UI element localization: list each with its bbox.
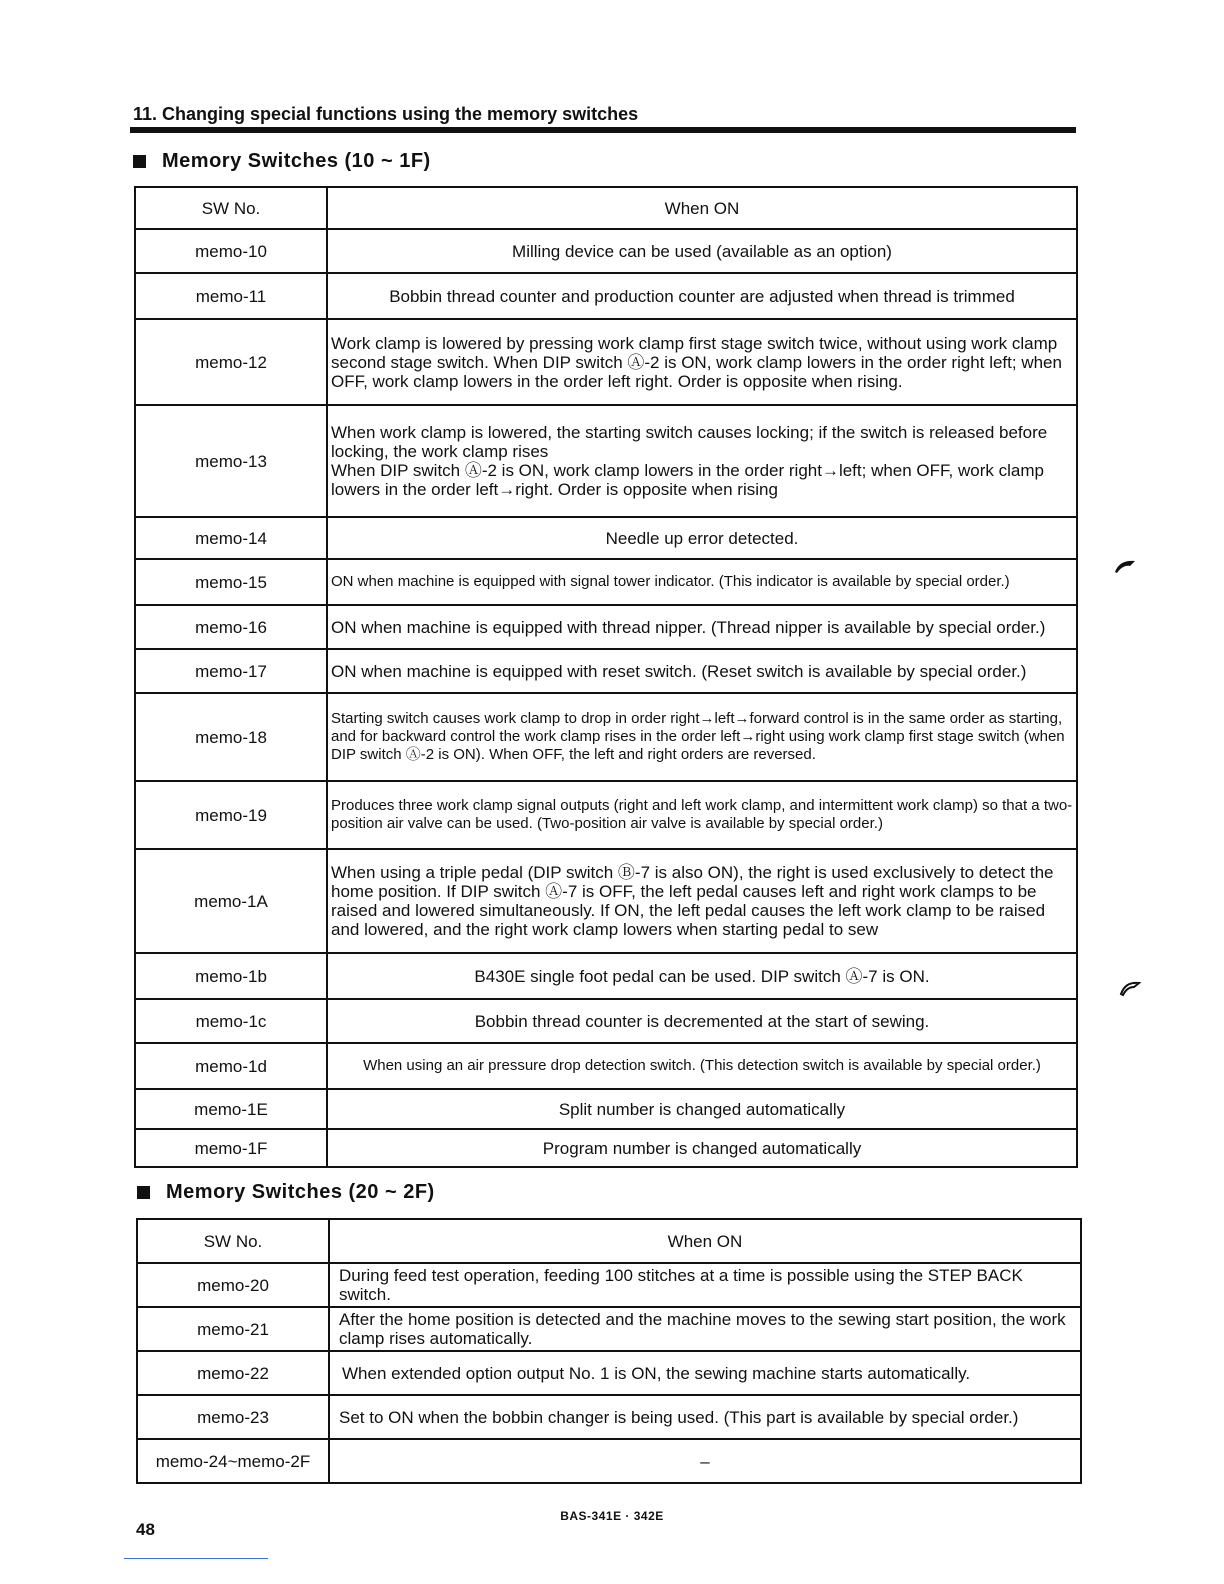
table-row [137,1307,1081,1351]
sw-description: Work clamp is lowered by pressing work clamp first stage switch twice, without using work clamp second stage switch. When DIP switch Ⓐ-2 is ON, work clamp lowers in the order right left; when OFF, work clamp lowers in the order left right. Order is opposite when rising. [327,319,1077,405]
table-row [135,229,1077,273]
sw-description: ON when machine is equipped with signal tower indicator. (This indicator is available by special order.) [327,559,1077,605]
sw-description: After the home position is detected and the machine moves to the sewing start position, the work clamp rises automatically. [329,1307,1081,1351]
sw-number: memo-10 [135,229,327,273]
table-row [137,1439,1081,1483]
bullet-square-icon [133,155,146,168]
sw-number: memo-15 [135,559,327,605]
table-header-row [137,1219,1081,1263]
sw-number: memo-18 [135,693,327,781]
sw-description: During feed test operation, feeding 100 stitches at a time is possible using the STEP BACK switch. [329,1263,1081,1307]
sw-number: memo-12 [135,319,327,405]
section2-title-row [137,1181,435,1204]
table-row [135,517,1077,559]
sw-description: Set to ON when the bobbin changer is being used. (This part is available by special order.) [329,1395,1081,1439]
section1-title-row [133,150,431,173]
sw-number: memo-1F [135,1129,327,1167]
table-row [137,1395,1081,1439]
memory-switch-table-10-1f [134,186,1078,1168]
sw-description: Produces three work clamp signal outputs (right and left work clamp, and intermittent work clamp) so that a two-position air valve can be used. (Two-position air valve is available by special order.) [327,781,1077,849]
sw-description: When work clamp is lowered, the starting switch causes locking; if the switch is released before locking, the work clamp rises When DIP switch Ⓐ-2 is ON, work clamp lowers in the order right→left; when OFF, work clamp lowers in the order left→right. Order is opposite when rising [327,405,1077,517]
sw-description: When extended option output No. 1 is ON, the sewing machine starts automatically. [329,1351,1081,1395]
sw-description: Bobbin thread counter is decremented at the start of sewing. [327,999,1077,1043]
sw-description: B430E single foot pedal can be used. DIP switch Ⓐ-7 is ON. [327,953,1077,999]
sw-description: Milling device can be used (available as an option) [327,229,1077,273]
sw-description: ON when machine is equipped with thread nipper. (Thread nipper is available by special order.) [327,605,1077,649]
pen-mark-icon [1118,978,1142,998]
table-row [135,849,1077,953]
sw-number: memo-1c [135,999,327,1043]
sw-description: Program number is changed automatically [327,1129,1077,1167]
table-row [137,1263,1081,1307]
table-row [135,999,1077,1043]
heading-rule [130,127,1076,133]
table-row [135,1043,1077,1089]
sw-description: Starting switch causes work clamp to drop in order right→left→forward control is in the same order as starting, and for backward control the work clamp rises in the order left→right using work clamp first stage switch (when DIP switch Ⓐ-2 is ON). When OFF, the left and right orders are reversed. [327,693,1077,781]
sw-number: memo-13 [135,405,327,517]
sw-number: memo-21 [137,1307,329,1351]
sw-description: When using an air pressure drop detection switch. (This detection switch is available by special order.) [327,1043,1077,1089]
table-row [135,405,1077,517]
sw-number: memo-19 [135,781,327,849]
table-row [135,1129,1077,1167]
table-row [135,605,1077,649]
sw-description: When using a triple pedal (DIP switch Ⓑ-7 is also ON), the right is used exclusively to detect the home position. If DIP switch Ⓐ-7 is OFF, the left pedal causes left and right work clamps to be raised and lowered simultaneously. If ON, the left pedal causes the left work clamp to be raised and lowered, and the right work clamp lowers when starting pedal to sew [327,849,1077,953]
table-row [137,1351,1081,1395]
sw-number: memo-24~memo-2F [137,1439,329,1483]
footer-link-line [124,1558,268,1559]
sw-number: memo-1d [135,1043,327,1089]
table-row [135,273,1077,319]
section-heading: 11. Changing special functions using the memory switches [133,104,639,124]
sw-description: Split number is changed automatically [327,1089,1077,1129]
section2-title: Memory Switches (20 ~ 2F) [166,1181,435,1203]
sw-number: memo-20 [137,1263,329,1307]
col-header-when-on: When ON [329,1219,1081,1263]
sw-description: – [329,1439,1081,1483]
sw-number: memo-1b [135,953,327,999]
sw-number: memo-1A [135,849,327,953]
sw-number: memo-16 [135,605,327,649]
sw-description: Bobbin thread counter and production counter are adjusted when thread is trimmed [327,273,1077,319]
section1-title: Memory Switches (10 ~ 1F) [162,150,431,172]
table-row [135,559,1077,605]
page-number: 48 [136,1520,155,1539]
table-header-row [135,187,1077,229]
table-row [135,693,1077,781]
sw-number: memo-17 [135,649,327,693]
col-header-sw-no: SW No. [135,187,327,229]
bullet-square-icon [137,1186,150,1199]
sw-number: memo-14 [135,517,327,559]
table-row [135,781,1077,849]
memory-switch-table-20-2f [136,1218,1082,1484]
sw-description: ON when machine is equipped with reset switch. (Reset switch is available by special order.) [327,649,1077,693]
table-row [135,319,1077,405]
table-row [135,953,1077,999]
col-header-sw-no: SW No. [137,1219,329,1263]
sw-number: memo-23 [137,1395,329,1439]
table-row [135,649,1077,693]
col-header-when-on: When ON [327,187,1077,229]
footer-model: BAS-341E · 342E [560,1509,664,1523]
sw-number: memo-22 [137,1351,329,1395]
sw-number: memo-1E [135,1089,327,1129]
sw-description: Needle up error detected. [327,517,1077,559]
pen-mark-icon [1112,556,1138,576]
sw-number: memo-11 [135,273,327,319]
table-row [135,1089,1077,1129]
